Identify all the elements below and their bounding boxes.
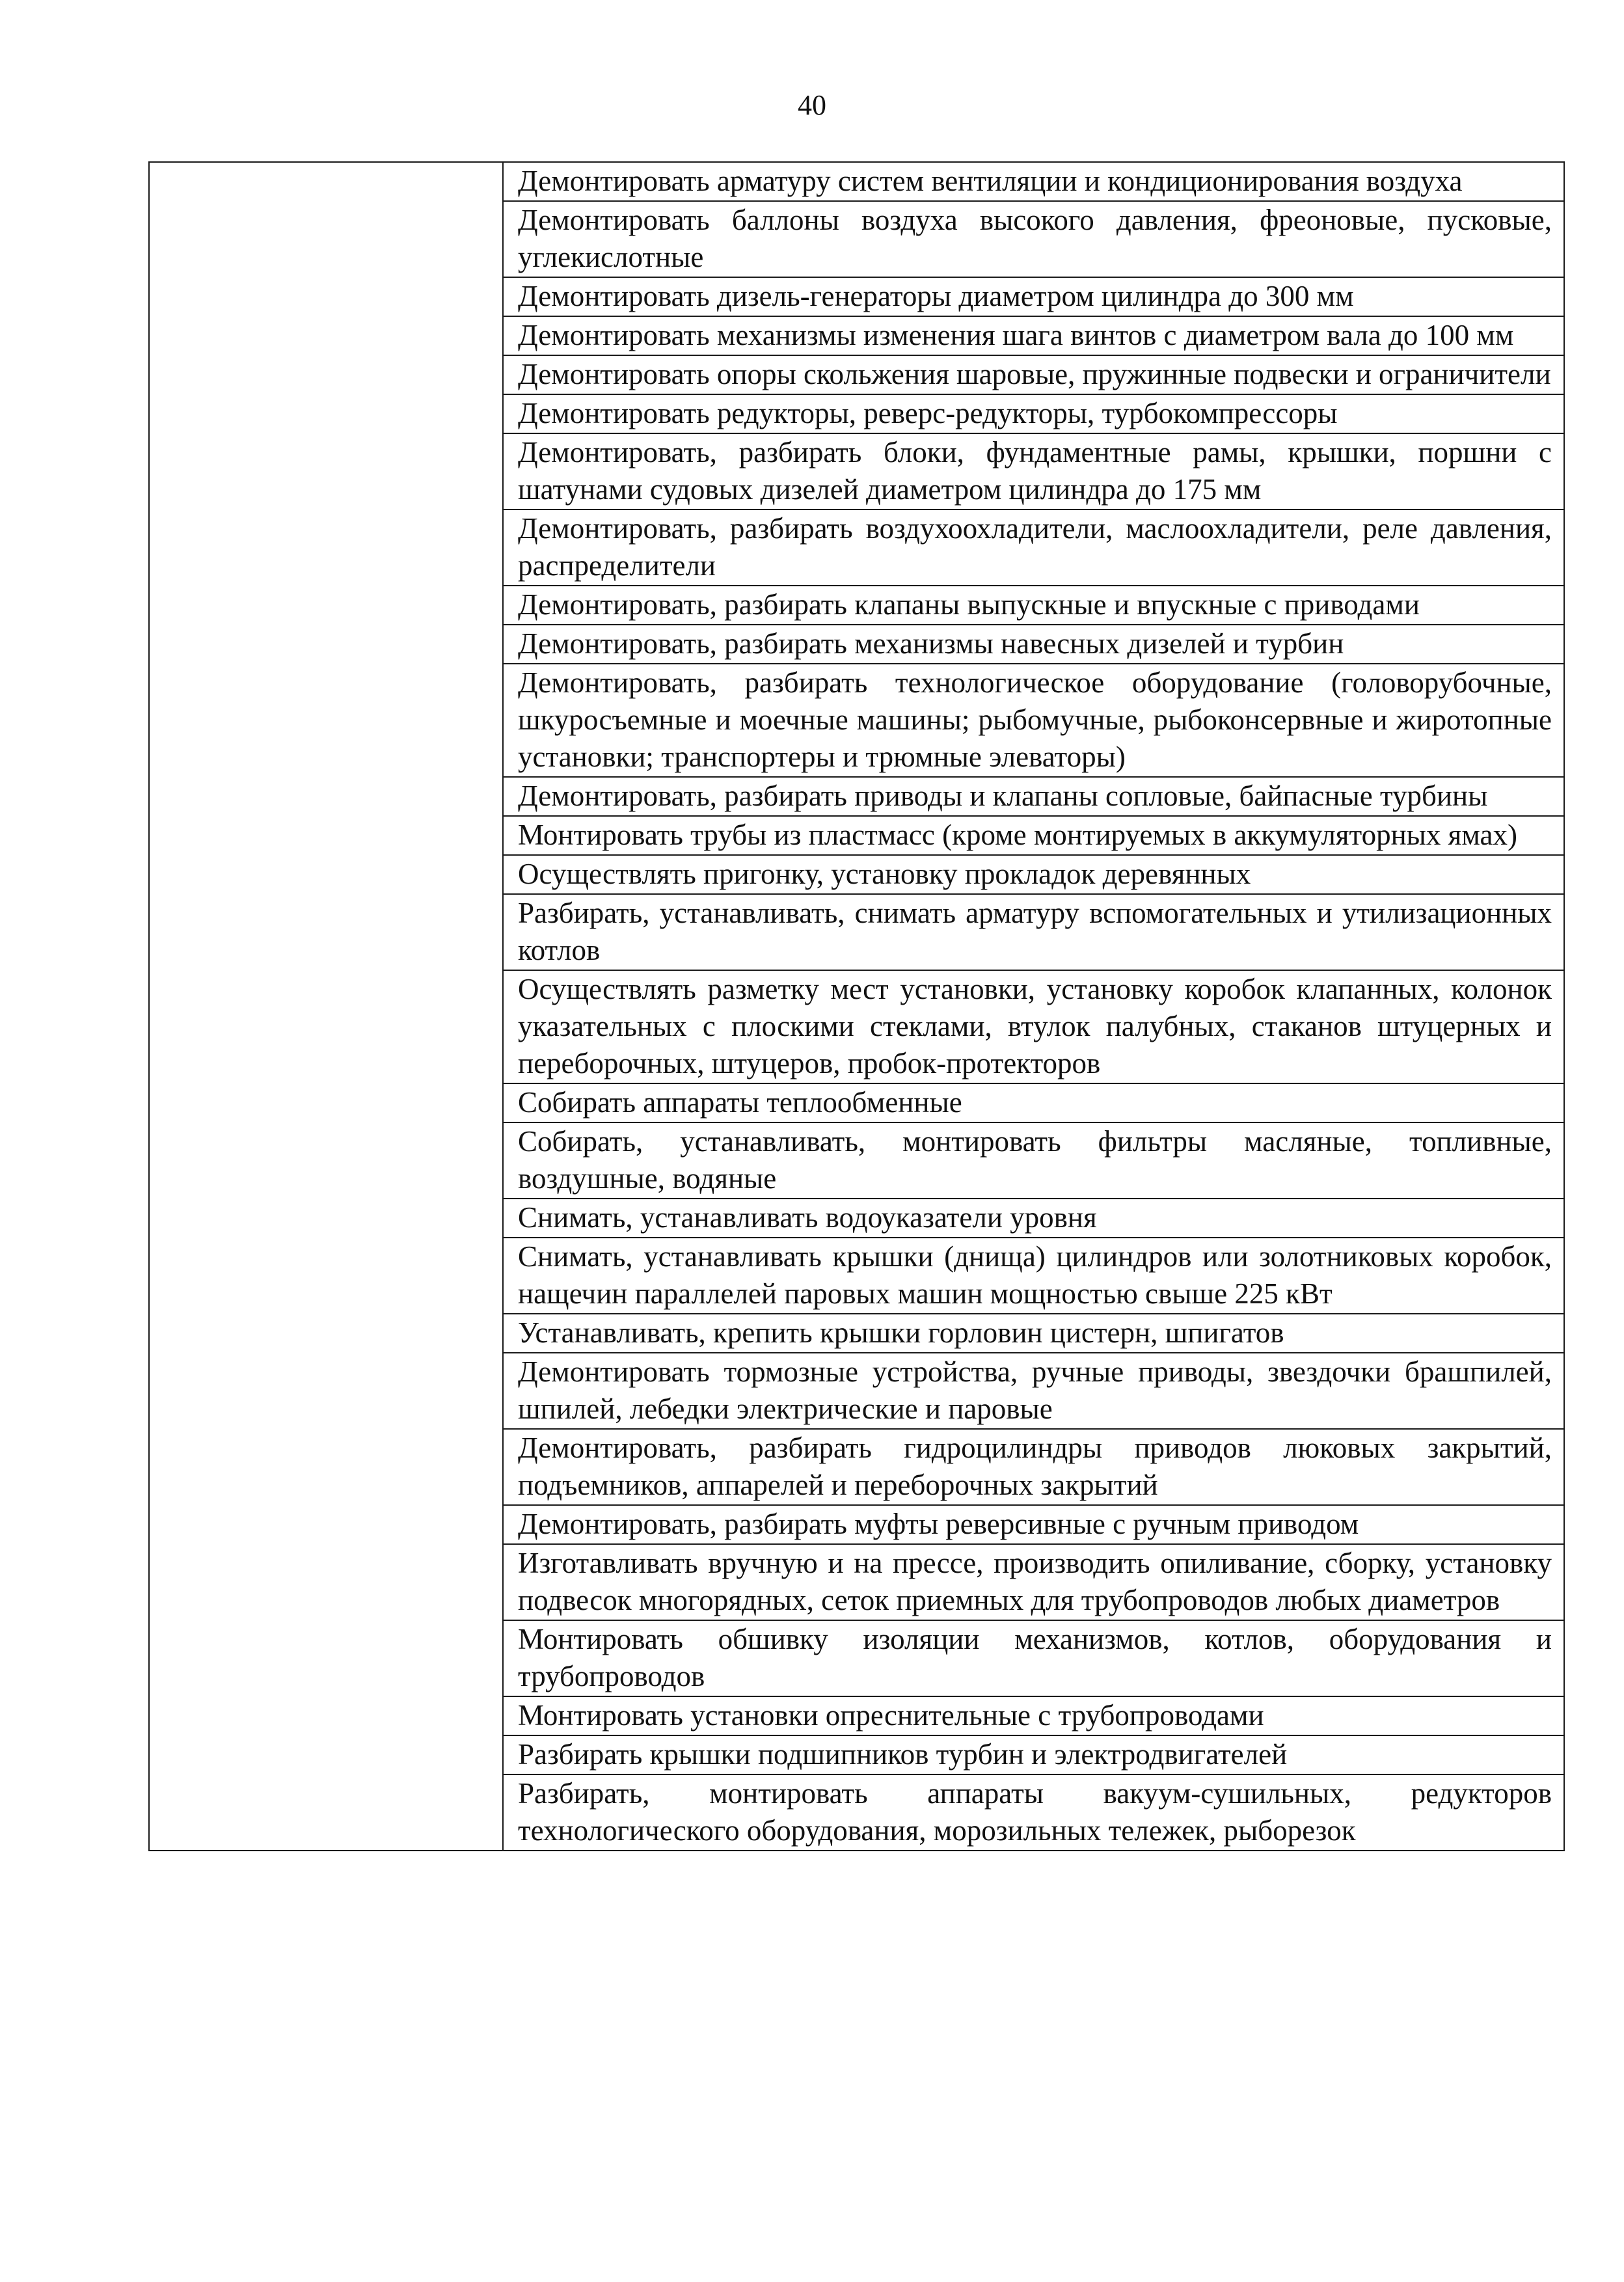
task-cell: Устанавливать, крепить крышки горловин цистерн, шпигатов: [503, 1314, 1564, 1353]
task-cell: Разбирать, устанавливать, снимать арматуру вспомогательных и утилизационных котлов: [503, 894, 1564, 970]
task-cell: Собирать, устанавливать, монтировать фильтры масляные, топливные, воздушные, водяные: [503, 1122, 1564, 1199]
task-cell: Демонтировать, разбирать воздухоохладители, маслоохладители, реле давления, распределители: [503, 509, 1564, 586]
task-cell: Демонтировать дизель-генераторы диаметром цилиндра до 300 мм: [503, 277, 1564, 316]
table-row: [149, 162, 1564, 201]
task-cell: Монтировать обшивку изоляции механизмов, котлов, оборудования и трубопроводов: [503, 1620, 1564, 1696]
empty-left-column-cell: [149, 162, 503, 1851]
task-cell: Изготавливать вручную и на прессе, производить опиливание, сборку, установку подвесок многорядных, сеток приемных для трубопроводов любых диаметров: [503, 1544, 1564, 1620]
task-cell: Осуществлять пригонку, установку прокладок деревянных: [503, 855, 1564, 894]
task-cell: Разбирать крышки подшипников турбин и электродвигателей: [503, 1735, 1564, 1774]
task-cell: Демонтировать, разбирать гидроцилиндры приводов люковых закрытий, подъемников, аппарелей и переборочных закрытий: [503, 1429, 1564, 1505]
task-cell: Демонтировать, разбирать технологическое оборудование (головорубочные, шкуросъемные и моечные машины; рыбомучные, рыбоконсервные и жиротопные установки; транспортеры и трюмные элеваторы): [503, 664, 1564, 777]
task-cell: Собирать аппараты теплообменные: [503, 1083, 1564, 1122]
table-body: [149, 162, 1564, 1851]
task-cell: Демонтировать, разбирать муфты реверсивные с ручным приводом: [503, 1505, 1564, 1544]
task-cell: Демонтировать, разбирать клапаны выпускные и впускные с приводами: [503, 586, 1564, 625]
task-cell: Демонтировать баллоны воздуха высокого давления, фреоновые, пусковые, углекислотные: [503, 201, 1564, 277]
task-cell: Демонтировать, разбирать приводы и клапаны сопловые, байпасные турбины: [503, 777, 1564, 816]
task-cell: Снимать, устанавливать водоуказатели уровня: [503, 1199, 1564, 1238]
task-cell: Монтировать установки опреснительные с трубопроводами: [503, 1696, 1564, 1735]
task-cell: Снимать, устанавливать крышки (днища) цилиндров или золотниковых коробок, нащечин параллелей паровых машин мощностью свыше 225 кВт: [503, 1238, 1564, 1314]
task-cell: Демонтировать, разбирать блоки, фундаментные рамы, крышки, поршни с шатунами судовых дизелей диаметром цилиндра до 175 мм: [503, 433, 1564, 509]
task-cell: Демонтировать механизмы изменения шага винтов с диаметром вала до 100 мм: [503, 316, 1564, 355]
page-number: 40: [798, 89, 826, 121]
task-cell: Демонтировать редукторы, реверс-редукторы, турбокомпрессоры: [503, 394, 1564, 433]
task-cell: Демонтировать опоры скольжения шаровые, пружинные подвески и ограничители: [503, 355, 1564, 394]
task-cell: Разбирать, монтировать аппараты вакуум-сушильных, редукторов технологического оборудования, морозильных тележек, рыборезок: [503, 1774, 1564, 1851]
task-cell: Монтировать трубы из пластмасс (кроме монтируемых в аккумуляторных ямах): [503, 816, 1564, 855]
task-cell: Демонтировать, разбирать механизмы навесных дизелей и турбин: [503, 625, 1564, 664]
task-cell: Демонтировать арматуру систем вентиляции и кондиционирования воздуха: [503, 162, 1564, 201]
task-cell: Демонтировать тормозные устройства, ручные приводы, звездочки брашпилей, шпилей, лебедки электрические и паровые: [503, 1353, 1564, 1429]
task-cell: Осуществлять разметку мест установки, установку коробок клапанных, колонок указательных с плоскими стеклами, втулок палубных, стаканов штуцерных и переборочных, штуцеров, пробок-протекторов: [503, 970, 1564, 1083]
work-tasks-table: [148, 161, 1565, 1851]
